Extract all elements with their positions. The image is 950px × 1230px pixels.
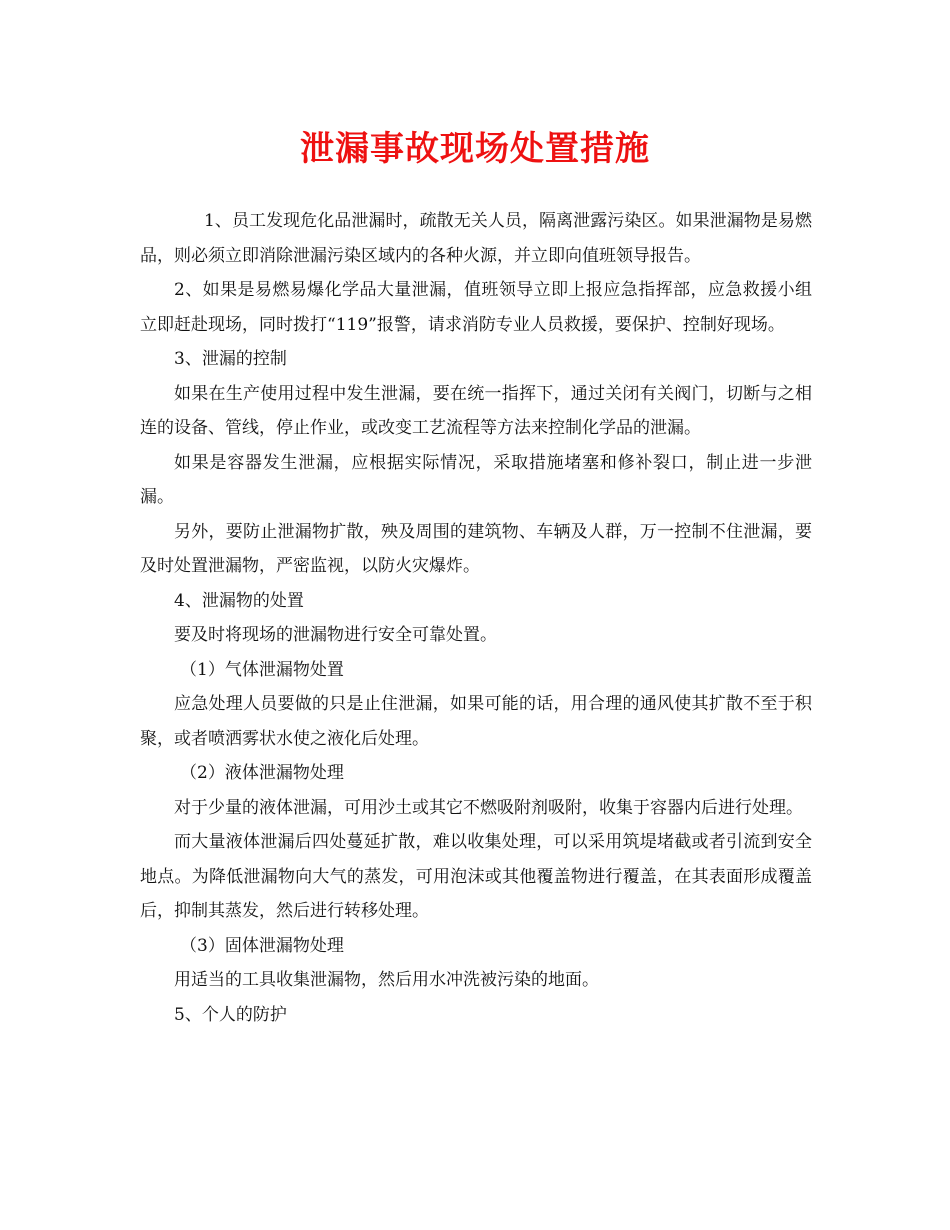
section-heading-leak-disposal: 4、泄漏物的处置 <box>174 590 304 611</box>
paragraph-1: 1、员工发现危化品泄漏时，疏散无关人员，隔离泄露污染区。如果泄漏物是易燃品，则必须立即消除泄漏污染区域内的各种火源，并立即向值班领导报告。 <box>140 211 812 266</box>
paragraph-7: 应急处理人员要做的只是止住泄漏，如果可能的话，用合理的通风使其扩散不至于积聚，或者喷洒雾状水使之液化后处理。 <box>140 694 812 749</box>
section-heading-personal-protection: 5、个人的防护 <box>174 1004 287 1025</box>
paragraph-9: 而大量液体泄漏后四处蔓延扩散，难以收集处理，可以采用筑堤堵截或者引流到安全地点。为降低泄漏物向大气的蒸发，可用泡沫或其他覆盖物进行覆盖，在其表面形成覆盖后，抑制其蒸发，然后进行转移处理。 <box>140 832 812 921</box>
section-heading-leak-control: 3、泄漏的控制 <box>174 349 287 369</box>
paragraph-2: 2、如果是易燃易爆化学品大量泄漏，值班领导立即上报应急指挥部，应急救援小组立即赶赴现场，同时拨打“119”报警，请求消防专业人员救援，要保护、控制好现场。 <box>140 280 812 335</box>
paragraph-3: 如果在生产使用过程中发生泄漏，要在统一指挥下，通过关闭有关阀门，切断与之相连的设备、管线，停止作业，或改变工艺流程等方法来控制化学品的泄漏。 <box>140 383 812 438</box>
paragraph-5: 另外，要防止泄漏物扩散，殃及周围的建筑物、车辆及人群，万一控制不住泄漏，要及时处置泄漏物，严密监视，以防火灾爆炸。 <box>140 521 812 576</box>
paragraph-10: 用适当的工具收集泄漏物，然后用水冲洗被污染的地面。 <box>174 970 599 990</box>
subheading-liquid-leak: （2）液体泄漏物处理 <box>180 763 344 783</box>
document-title: 泄漏事故现场处置措施 <box>300 129 650 169</box>
subheading-gas-leak: （1）气体泄漏物处置 <box>180 659 344 680</box>
paragraph-8: 对于少量的液体泄漏，可用沙土或其它不燃吸附剂吸附，收集于容器内后进行处理。 <box>174 797 803 818</box>
subheading-solid-leak: （3）固体泄漏物处理 <box>180 935 344 956</box>
paragraph-6: 要及时将现场的泄漏物进行安全可靠处置。 <box>174 625 497 645</box>
paragraph-4: 如果是容器发生泄漏，应根据实际情况，采取措施堵塞和修补裂口，制止进一步泄漏。 <box>140 452 812 507</box>
document-body <box>140 204 812 1032</box>
